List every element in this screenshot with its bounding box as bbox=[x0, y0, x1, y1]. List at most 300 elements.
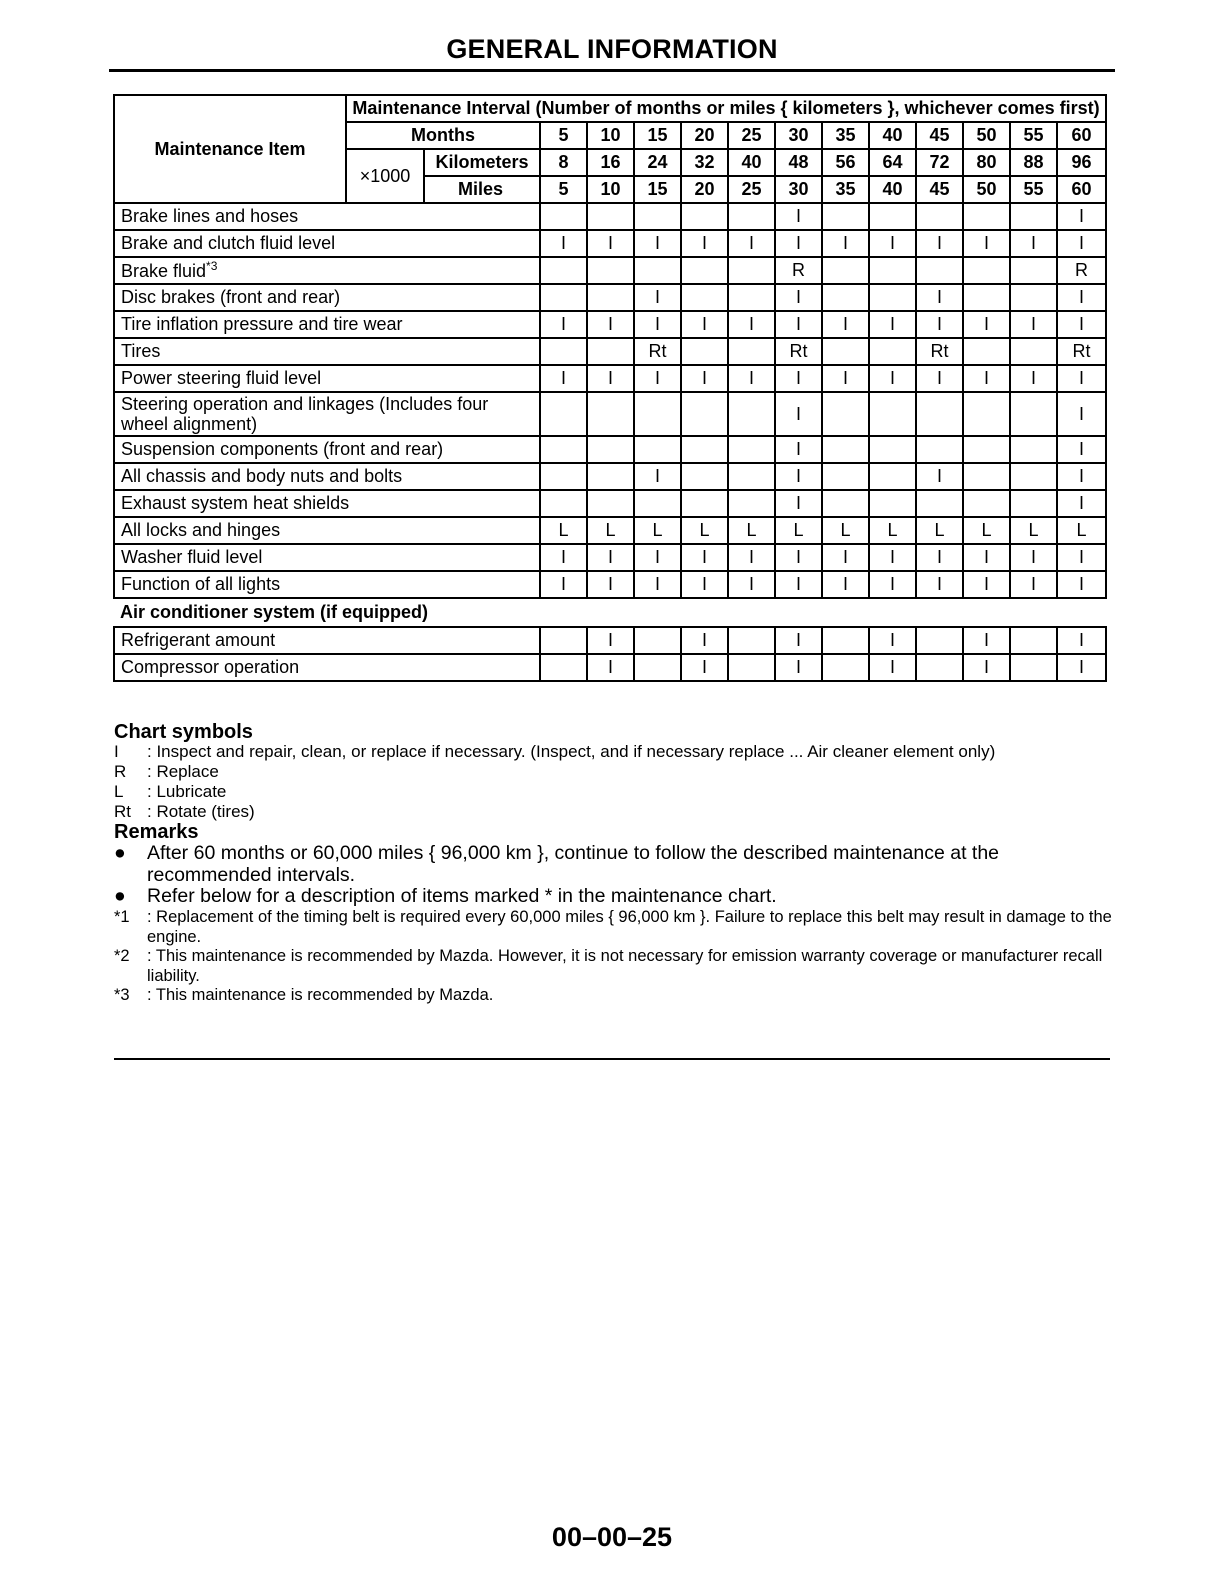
schedule-cell: I bbox=[728, 311, 775, 338]
schedule-cell bbox=[1010, 338, 1057, 365]
miles-label: Miles bbox=[424, 176, 540, 203]
schedule-cell: I bbox=[869, 544, 916, 571]
schedule-cell bbox=[822, 463, 869, 490]
symbol-key: Rt bbox=[114, 802, 131, 821]
kilometer-value: 88 bbox=[1010, 149, 1057, 176]
row-label-text: Brake lines and hoses bbox=[121, 206, 299, 226]
kilometer-value: 8 bbox=[540, 149, 587, 176]
schedule-cell: I bbox=[1057, 463, 1106, 490]
mile-value: 20 bbox=[681, 176, 728, 203]
page-number: 00–00–25 bbox=[551, 1522, 673, 1552]
schedule-cell bbox=[681, 436, 728, 463]
schedule-cell bbox=[681, 463, 728, 490]
schedule-cell: I bbox=[775, 284, 822, 311]
schedule-cell: I bbox=[681, 230, 728, 257]
table-row bbox=[114, 627, 1106, 654]
table-row bbox=[114, 284, 1106, 311]
row-label bbox=[114, 490, 540, 517]
schedule-cell: I bbox=[775, 436, 822, 463]
schedule-cell bbox=[681, 284, 728, 311]
symbol-key: I bbox=[114, 742, 119, 761]
schedule-cell: I bbox=[1057, 627, 1106, 654]
schedule-cell bbox=[963, 463, 1010, 490]
schedule-cell bbox=[587, 284, 634, 311]
schedule-cell bbox=[728, 654, 775, 681]
row-label bbox=[114, 203, 540, 230]
schedule-cell: I bbox=[916, 463, 963, 490]
symbol-text: : Replace bbox=[147, 762, 219, 781]
schedule-cell bbox=[728, 203, 775, 230]
schedule-cell: I bbox=[963, 230, 1010, 257]
row-label bbox=[114, 230, 540, 257]
mile-value: 40 bbox=[869, 176, 916, 203]
schedule-cell bbox=[963, 284, 1010, 311]
schedule-cell bbox=[634, 436, 681, 463]
schedule-cell bbox=[869, 203, 916, 230]
row-label bbox=[114, 436, 540, 463]
row-label-text: Refrigerant amount bbox=[121, 630, 276, 650]
schedule-cell bbox=[540, 436, 587, 463]
kilometer-value: 16 bbox=[587, 149, 634, 176]
multiplier-label: ×1000 bbox=[346, 149, 424, 203]
schedule-cell bbox=[1010, 284, 1057, 311]
remark-text: After 60 months or 60,000 miles { 96,000 km }, continue to follow the described maintenance at the recommended intervals. bbox=[147, 842, 1000, 886]
schedule-cell bbox=[587, 392, 634, 436]
schedule-cell: I bbox=[540, 311, 587, 338]
schedule-cell: I bbox=[1057, 544, 1106, 571]
schedule-cell: I bbox=[869, 627, 916, 654]
kilometer-value: 64 bbox=[869, 149, 916, 176]
mile-value: 5 bbox=[540, 176, 587, 203]
row-label-text: Brake fluid bbox=[121, 261, 207, 281]
schedule-cell: I bbox=[728, 571, 775, 598]
schedule-cell: I bbox=[775, 392, 822, 436]
row-label bbox=[114, 654, 540, 681]
schedule-cell bbox=[587, 436, 634, 463]
schedule-cell: I bbox=[540, 544, 587, 571]
footer-rule bbox=[114, 1058, 1110, 1060]
symbol-item bbox=[114, 802, 255, 822]
symbol-key: L bbox=[114, 782, 124, 801]
schedule-cell bbox=[634, 257, 681, 284]
schedule-cell bbox=[869, 490, 916, 517]
table-row bbox=[114, 517, 1106, 544]
bullet-icon: ● bbox=[114, 885, 126, 907]
schedule-cell bbox=[540, 490, 587, 517]
kilometers-label: Kilometers bbox=[424, 149, 540, 176]
schedule-cell bbox=[587, 463, 634, 490]
schedule-cell: I bbox=[587, 627, 634, 654]
schedule-cell: I bbox=[775, 311, 822, 338]
note-text: : Replacement of the timing belt is required every 60,000 miles { 96,000 km }. Failure to replace this belt may result in damage to the engine. bbox=[147, 908, 1112, 946]
schedule-cell bbox=[540, 392, 587, 436]
schedule-cell: I bbox=[634, 463, 681, 490]
table-row bbox=[114, 463, 1106, 490]
schedule-cell: L bbox=[869, 517, 916, 544]
mile-value: 45 bbox=[916, 176, 963, 203]
schedule-cell bbox=[681, 203, 728, 230]
schedule-cell bbox=[869, 257, 916, 284]
note-text: : This maintenance is recommended by Mazda. However, it is not necessary for emission warranty coverage or manufacturer recall liability. bbox=[147, 947, 1103, 985]
schedule-cell: I bbox=[775, 654, 822, 681]
month-value: 10 bbox=[587, 122, 634, 149]
symbol-text: : Rotate (tires) bbox=[147, 802, 255, 821]
schedule-cell bbox=[540, 338, 587, 365]
schedule-cell: I bbox=[822, 365, 869, 392]
schedule-cell: I bbox=[681, 544, 728, 571]
schedule-cell: I bbox=[540, 230, 587, 257]
kilometer-value: 80 bbox=[963, 149, 1010, 176]
schedule-cell: I bbox=[822, 544, 869, 571]
note-mark: *1 bbox=[114, 908, 130, 926]
schedule-cell: Rt bbox=[916, 338, 963, 365]
schedule-cell: I bbox=[869, 571, 916, 598]
row-label-text: Tire inflation pressure and tire wear bbox=[121, 314, 403, 334]
symbol-key: R bbox=[114, 762, 127, 781]
row-label-text: Steering operation and linkages (Includes four wheel alignment) bbox=[121, 394, 489, 434]
schedule-cell bbox=[587, 257, 634, 284]
schedule-cell: Rt bbox=[634, 338, 681, 365]
schedule-cell: I bbox=[634, 544, 681, 571]
schedule-cell: I bbox=[1010, 311, 1057, 338]
table-row bbox=[114, 203, 1106, 230]
schedule-cell: I bbox=[728, 230, 775, 257]
row-label-text: Washer fluid level bbox=[121, 547, 263, 567]
mile-value: 55 bbox=[1010, 176, 1057, 203]
kilometer-value: 32 bbox=[681, 149, 728, 176]
symbol-item bbox=[114, 742, 995, 762]
schedule-cell: I bbox=[728, 365, 775, 392]
schedule-cell bbox=[916, 257, 963, 284]
schedule-cell: I bbox=[775, 490, 822, 517]
schedule-cell bbox=[540, 284, 587, 311]
schedule-cell bbox=[822, 257, 869, 284]
schedule-cell bbox=[963, 490, 1010, 517]
mile-value: 35 bbox=[822, 176, 869, 203]
schedule-cell: I bbox=[822, 311, 869, 338]
schedule-cell: I bbox=[869, 365, 916, 392]
schedule-cell bbox=[822, 436, 869, 463]
schedule-cell: I bbox=[1010, 571, 1057, 598]
schedule-cell bbox=[963, 203, 1010, 230]
table-row bbox=[114, 338, 1106, 365]
footnote-mark: *3 bbox=[206, 259, 218, 273]
schedule-cell: I bbox=[681, 571, 728, 598]
kilometer-value: 48 bbox=[775, 149, 822, 176]
schedule-cell: I bbox=[1057, 284, 1106, 311]
schedule-cell: I bbox=[822, 571, 869, 598]
month-value: 15 bbox=[634, 122, 681, 149]
schedule-cell bbox=[822, 392, 869, 436]
note-text: : This maintenance is recommended by Mazda. bbox=[147, 986, 494, 1004]
row-label bbox=[114, 365, 540, 392]
kilometer-value: 96 bbox=[1057, 149, 1106, 176]
schedule-cell: I bbox=[1010, 544, 1057, 571]
schedule-cell bbox=[728, 436, 775, 463]
schedule-cell: L bbox=[587, 517, 634, 544]
schedule-cell: R bbox=[775, 257, 822, 284]
table-row bbox=[114, 392, 1106, 436]
symbol-text: : Inspect and repair, clean, or replace if necessary. (Inspect, and if necessary replace ... Air cleaner element only) bbox=[147, 742, 996, 761]
schedule-cell: I bbox=[1057, 230, 1106, 257]
month-value: 20 bbox=[681, 122, 728, 149]
mile-value: 25 bbox=[728, 176, 775, 203]
row-label-text: All locks and hinges bbox=[121, 520, 281, 540]
schedule-cell: I bbox=[963, 571, 1010, 598]
month-value: 45 bbox=[916, 122, 963, 149]
month-value: 40 bbox=[869, 122, 916, 149]
schedule-cell: I bbox=[1057, 365, 1106, 392]
schedule-cell: R bbox=[1057, 257, 1106, 284]
schedule-cell: I bbox=[916, 365, 963, 392]
table-row bbox=[114, 257, 1106, 284]
schedule-cell: I bbox=[822, 230, 869, 257]
schedule-cell: I bbox=[587, 365, 634, 392]
table-row bbox=[114, 544, 1106, 571]
schedule-cell: I bbox=[775, 627, 822, 654]
schedule-cell bbox=[822, 203, 869, 230]
schedule-cell: I bbox=[869, 311, 916, 338]
mile-value: 60 bbox=[1057, 176, 1106, 203]
row-label-text: Tires bbox=[121, 341, 161, 361]
schedule-cell bbox=[869, 284, 916, 311]
schedule-cell: I bbox=[775, 544, 822, 571]
schedule-cell bbox=[728, 284, 775, 311]
month-value: 55 bbox=[1010, 122, 1057, 149]
month-value: 30 bbox=[775, 122, 822, 149]
schedule-cell: I bbox=[916, 571, 963, 598]
table-row bbox=[114, 571, 1106, 598]
row-label-text: All chassis and body nuts and bolts bbox=[121, 466, 403, 486]
maintenance-item-header: Maintenance Item bbox=[114, 95, 346, 203]
schedule-cell bbox=[916, 490, 963, 517]
note-mark: *2 bbox=[114, 947, 130, 965]
row-label bbox=[114, 311, 540, 338]
schedule-cell: I bbox=[587, 544, 634, 571]
remark-text: Refer below for a description of items marked * in the maintenance chart. bbox=[147, 885, 777, 907]
schedule-cell: L bbox=[728, 517, 775, 544]
table-row bbox=[114, 490, 1106, 517]
schedule-cell bbox=[1010, 627, 1057, 654]
row-label-text: Exhaust system heat shields bbox=[121, 493, 350, 513]
schedule-cell bbox=[1010, 463, 1057, 490]
schedule-cell bbox=[587, 338, 634, 365]
schedule-cell: I bbox=[1057, 490, 1106, 517]
schedule-cell bbox=[1010, 392, 1057, 436]
note-mark: *3 bbox=[114, 986, 130, 1004]
schedule-cell: L bbox=[1010, 517, 1057, 544]
schedule-cell bbox=[916, 627, 963, 654]
kilometer-value: 72 bbox=[916, 149, 963, 176]
schedule-cell bbox=[869, 436, 916, 463]
schedule-cell bbox=[634, 627, 681, 654]
month-value: 50 bbox=[963, 122, 1010, 149]
schedule-cell: L bbox=[963, 517, 1010, 544]
interval-header: Maintenance Interval (Number of months or miles { kilometers }, whichever comes first) bbox=[346, 95, 1106, 122]
schedule-cell bbox=[916, 392, 963, 436]
schedule-cell: I bbox=[775, 365, 822, 392]
schedule-cell: I bbox=[1057, 571, 1106, 598]
schedule-cell bbox=[681, 257, 728, 284]
schedule-cell: I bbox=[775, 203, 822, 230]
mile-value: 50 bbox=[963, 176, 1010, 203]
schedule-cell: I bbox=[681, 654, 728, 681]
schedule-cell bbox=[1010, 490, 1057, 517]
row-label bbox=[114, 627, 540, 654]
mile-value: 30 bbox=[775, 176, 822, 203]
schedule-cell bbox=[728, 392, 775, 436]
chart-symbols-title: Chart symbols bbox=[114, 721, 253, 743]
schedule-cell bbox=[963, 338, 1010, 365]
schedule-cell: I bbox=[634, 230, 681, 257]
row-label-text: Power steering fluid level bbox=[121, 368, 322, 388]
month-value: 25 bbox=[728, 122, 775, 149]
schedule-cell bbox=[587, 203, 634, 230]
schedule-cell: I bbox=[728, 544, 775, 571]
row-label-text: Compressor operation bbox=[121, 657, 300, 677]
schedule-cell bbox=[540, 627, 587, 654]
schedule-cell bbox=[728, 257, 775, 284]
bullet-icon: ● bbox=[114, 842, 126, 864]
schedule-cell: I bbox=[587, 571, 634, 598]
schedule-cell: I bbox=[634, 571, 681, 598]
schedule-cell: I bbox=[963, 627, 1010, 654]
schedule-cell bbox=[822, 284, 869, 311]
schedule-cell: I bbox=[963, 311, 1010, 338]
schedule-cell bbox=[634, 392, 681, 436]
row-label bbox=[114, 571, 540, 598]
schedule-cell bbox=[681, 338, 728, 365]
table-row bbox=[114, 654, 1106, 681]
row-label-text: Suspension components (front and rear) bbox=[121, 439, 444, 459]
schedule-cell bbox=[1010, 257, 1057, 284]
schedule-cell bbox=[869, 463, 916, 490]
section-row bbox=[114, 598, 1106, 627]
schedule-cell bbox=[822, 338, 869, 365]
schedule-cell bbox=[728, 490, 775, 517]
month-value: 60 bbox=[1057, 122, 1106, 149]
schedule-cell bbox=[540, 654, 587, 681]
schedule-cell: I bbox=[681, 365, 728, 392]
schedule-cell: I bbox=[681, 627, 728, 654]
schedule-cell: I bbox=[540, 365, 587, 392]
ac-section-label: Air conditioner system (if equipped) bbox=[120, 602, 429, 622]
remarks-title: Remarks bbox=[114, 821, 199, 843]
schedule-cell: I bbox=[634, 311, 681, 338]
schedule-cell: L bbox=[634, 517, 681, 544]
symbol-item bbox=[114, 762, 219, 782]
schedule-cell: I bbox=[1057, 392, 1106, 436]
row-label bbox=[114, 284, 540, 311]
row-label bbox=[114, 257, 540, 284]
schedule-cell bbox=[916, 654, 963, 681]
schedule-cell: L bbox=[916, 517, 963, 544]
schedule-cell bbox=[540, 203, 587, 230]
schedule-cell bbox=[728, 463, 775, 490]
schedule-cell bbox=[540, 463, 587, 490]
month-value: 35 bbox=[822, 122, 869, 149]
schedule-cell bbox=[1010, 654, 1057, 681]
schedule-cell: I bbox=[587, 311, 634, 338]
schedule-cell bbox=[963, 257, 1010, 284]
schedule-cell bbox=[963, 436, 1010, 463]
schedule-cell: I bbox=[963, 544, 1010, 571]
schedule-cell bbox=[822, 654, 869, 681]
schedule-cell: I bbox=[869, 654, 916, 681]
row-label bbox=[114, 338, 540, 365]
row-label bbox=[114, 544, 540, 571]
schedule-cell bbox=[916, 436, 963, 463]
schedule-cell: I bbox=[916, 311, 963, 338]
symbol-item bbox=[114, 782, 226, 802]
schedule-cell bbox=[634, 490, 681, 517]
schedule-cell: I bbox=[1010, 365, 1057, 392]
schedule-cell bbox=[822, 627, 869, 654]
row-label bbox=[114, 392, 540, 436]
schedule-cell: I bbox=[634, 284, 681, 311]
schedule-cell: I bbox=[1057, 654, 1106, 681]
row-label bbox=[114, 463, 540, 490]
schedule-cell bbox=[634, 203, 681, 230]
schedule-cell bbox=[681, 392, 728, 436]
schedule-cell: I bbox=[775, 230, 822, 257]
schedule-cell: L bbox=[540, 517, 587, 544]
schedule-cell: I bbox=[1057, 203, 1106, 230]
schedule-cell bbox=[587, 490, 634, 517]
row-label-text: Function of all lights bbox=[121, 574, 281, 594]
schedule-cell bbox=[1010, 203, 1057, 230]
schedule-cell bbox=[728, 627, 775, 654]
table-row bbox=[114, 311, 1106, 338]
schedule-cell: I bbox=[587, 654, 634, 681]
schedule-cell bbox=[822, 490, 869, 517]
schedule-cell bbox=[634, 654, 681, 681]
schedule-cell: L bbox=[775, 517, 822, 544]
schedule-cell: Rt bbox=[775, 338, 822, 365]
schedule-cell: I bbox=[587, 230, 634, 257]
schedule-cell: L bbox=[822, 517, 869, 544]
schedule-cell: I bbox=[681, 311, 728, 338]
table-row bbox=[114, 230, 1106, 257]
header-rule bbox=[109, 69, 1115, 72]
schedule-cell: I bbox=[916, 284, 963, 311]
schedule-cell: I bbox=[916, 230, 963, 257]
schedule-cell: I bbox=[916, 544, 963, 571]
months-label: Months bbox=[346, 122, 540, 149]
mile-value: 10 bbox=[587, 176, 634, 203]
symbol-text: : Lubricate bbox=[147, 782, 227, 801]
maintenance-table bbox=[113, 94, 1107, 682]
schedule-cell: Rt bbox=[1057, 338, 1106, 365]
schedule-cell: I bbox=[540, 571, 587, 598]
row-label-text: Brake and clutch fluid level bbox=[121, 233, 336, 253]
row-label-text: Disc brakes (front and rear) bbox=[121, 287, 341, 307]
page-title: GENERAL INFORMATION bbox=[446, 34, 778, 64]
schedule-cell: I bbox=[1057, 311, 1106, 338]
table-row bbox=[114, 436, 1106, 463]
schedule-cell: L bbox=[681, 517, 728, 544]
schedule-cell bbox=[1010, 436, 1057, 463]
schedule-cell: I bbox=[775, 463, 822, 490]
schedule-cell: I bbox=[634, 365, 681, 392]
month-value: 5 bbox=[540, 122, 587, 149]
schedule-cell: I bbox=[963, 365, 1010, 392]
kilometer-value: 24 bbox=[634, 149, 681, 176]
schedule-cell bbox=[916, 203, 963, 230]
schedule-cell: I bbox=[1057, 436, 1106, 463]
schedule-cell bbox=[681, 490, 728, 517]
schedule-cell bbox=[540, 257, 587, 284]
